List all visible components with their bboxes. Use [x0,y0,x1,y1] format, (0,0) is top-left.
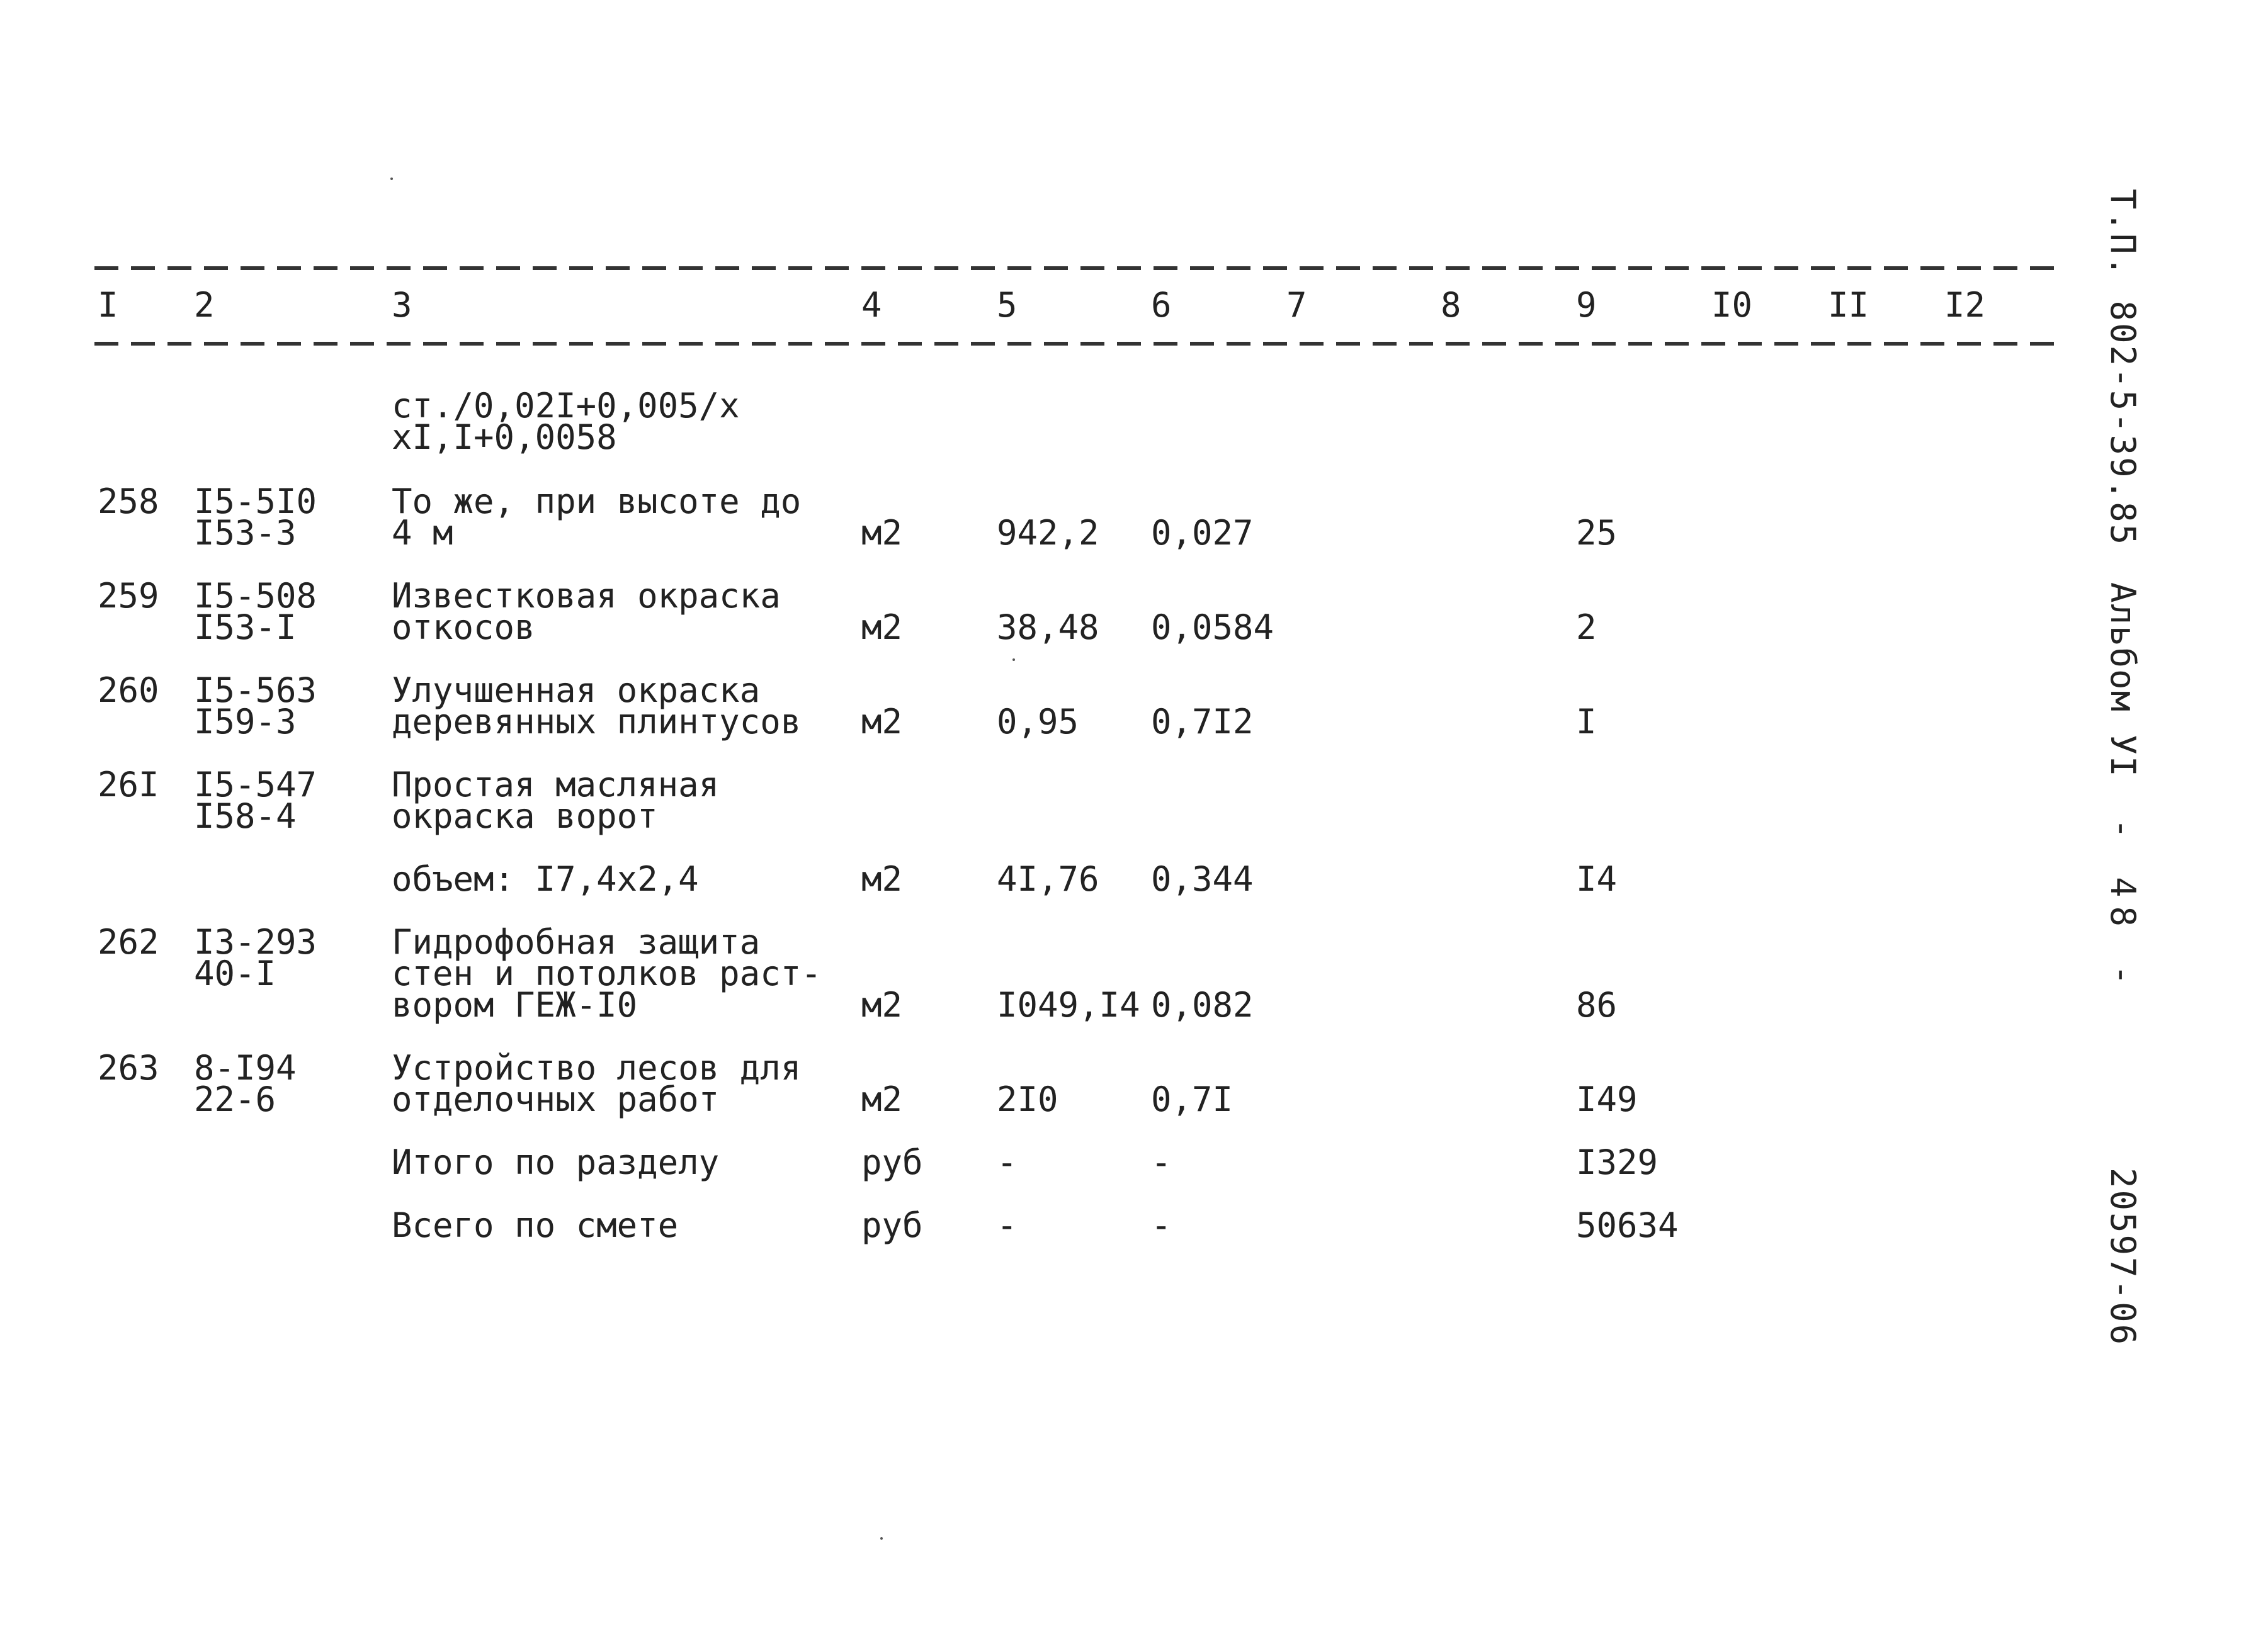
row-norm: - [1151,1205,1172,1245]
row-code: 40-I [194,954,276,993]
column-number: 3 [392,285,412,325]
row-code: I53-3 [194,513,297,553]
row-unit: м2 [861,859,903,899]
row-code: I5-547 [194,765,317,804]
row-code: I5-5I0 [194,482,317,521]
column-number: 5 [997,285,1018,325]
column-number: I [98,285,118,325]
row-total: I [1576,702,1597,742]
header-bottom-rule [94,342,2065,346]
row-quantity: 38,48 [997,607,1099,647]
column-number: 8 [1441,285,1461,325]
column-number: I0 [1711,285,1753,325]
row-description: ст./0,02I+0,005/х [392,386,740,426]
row-norm: 0,344 [1151,859,1254,899]
column-number: II [1828,285,1869,325]
row-total: I329 [1576,1142,1658,1182]
row-description: Гидрофобная защита [392,922,761,962]
row-quantity: 2I0 [997,1080,1058,1119]
row-description: деревянных плинтусов [392,702,802,742]
column-number: 7 [1286,285,1307,325]
column-number: 6 [1151,285,1172,325]
row-description: Известковая окраска [392,576,781,616]
row-description: Устройство лесов для [392,1048,802,1088]
row-quantity: 0,95 [997,702,1079,742]
row-description: объем: I7,4х2,4 [392,859,699,899]
row-number: 260 [98,670,159,710]
row-number: 259 [98,576,159,616]
row-code: I58-4 [194,796,297,836]
row-description: хI,I+0,0058 [392,417,617,457]
row-total: 2 [1576,607,1597,647]
row-total: 25 [1576,513,1618,553]
page-number: - 48 - [2103,818,2143,995]
row-quantity: - [997,1142,1018,1182]
row-norm: 0,082 [1151,985,1254,1025]
row-code: I3-293 [194,922,317,962]
row-description: Итого по разделу [392,1142,720,1182]
header-top-rule [94,266,2065,270]
column-number: 9 [1576,285,1597,325]
row-quantity: I049,I4 [997,985,1140,1025]
row-unit: руб [861,1205,923,1245]
row-code: I59-3 [194,702,297,742]
row-unit: м2 [861,513,903,553]
row-quantity: 942,2 [997,513,1099,553]
row-quantity: - [997,1205,1018,1245]
row-total: I49 [1576,1080,1638,1119]
row-unit: м2 [861,1080,903,1119]
row-description: Всего по смете [392,1205,679,1245]
row-code: I53-I [194,607,297,647]
row-description: Простая масляная [392,765,720,804]
scan-speck [390,178,393,180]
row-norm: 0,0584 [1151,607,1274,647]
row-number: 262 [98,922,159,962]
column-number: 4 [861,285,882,325]
row-description: окраска ворот [392,796,658,836]
row-norm: 0,7I [1151,1080,1233,1119]
row-number: 26I [98,765,159,804]
row-description: стен и потолков раст- [392,954,822,993]
row-description: Улучшенная окраска [392,670,761,710]
scan-speck [1012,658,1015,661]
row-description: То же, при высоте до [392,482,802,521]
document-code: Т.П. 802-5-39.85 [2103,189,2143,547]
row-norm: 0,027 [1151,513,1254,553]
row-code: I5-508 [194,576,317,616]
inventory-number: 20597-06 [2103,1168,2143,1347]
row-description: вором ГЕЖ-I0 [392,985,638,1025]
row-description: отделочных работ [392,1080,720,1119]
row-quantity: 4I,76 [997,859,1099,899]
row-code: I5-563 [194,670,317,710]
row-code: 22-6 [194,1080,276,1119]
row-description: откосов [392,607,535,647]
row-number: 258 [98,482,159,521]
row-total: 50634 [1576,1205,1679,1245]
row-total: 86 [1576,985,1618,1025]
column-number: I2 [1944,285,1986,325]
row-unit: руб [861,1142,923,1182]
row-description: 4 м [392,513,453,553]
row-unit: м2 [861,607,903,647]
album-label: Альбом УI [2103,582,2143,778]
row-unit: м2 [861,702,903,742]
row-unit: м2 [861,985,903,1025]
row-number: 263 [98,1048,159,1088]
column-number: 2 [194,285,215,325]
row-code: 8-I94 [194,1048,297,1088]
scan-speck [880,1537,883,1540]
row-norm: 0,7I2 [1151,702,1254,742]
row-total: I4 [1576,859,1618,899]
row-norm: - [1151,1142,1172,1182]
